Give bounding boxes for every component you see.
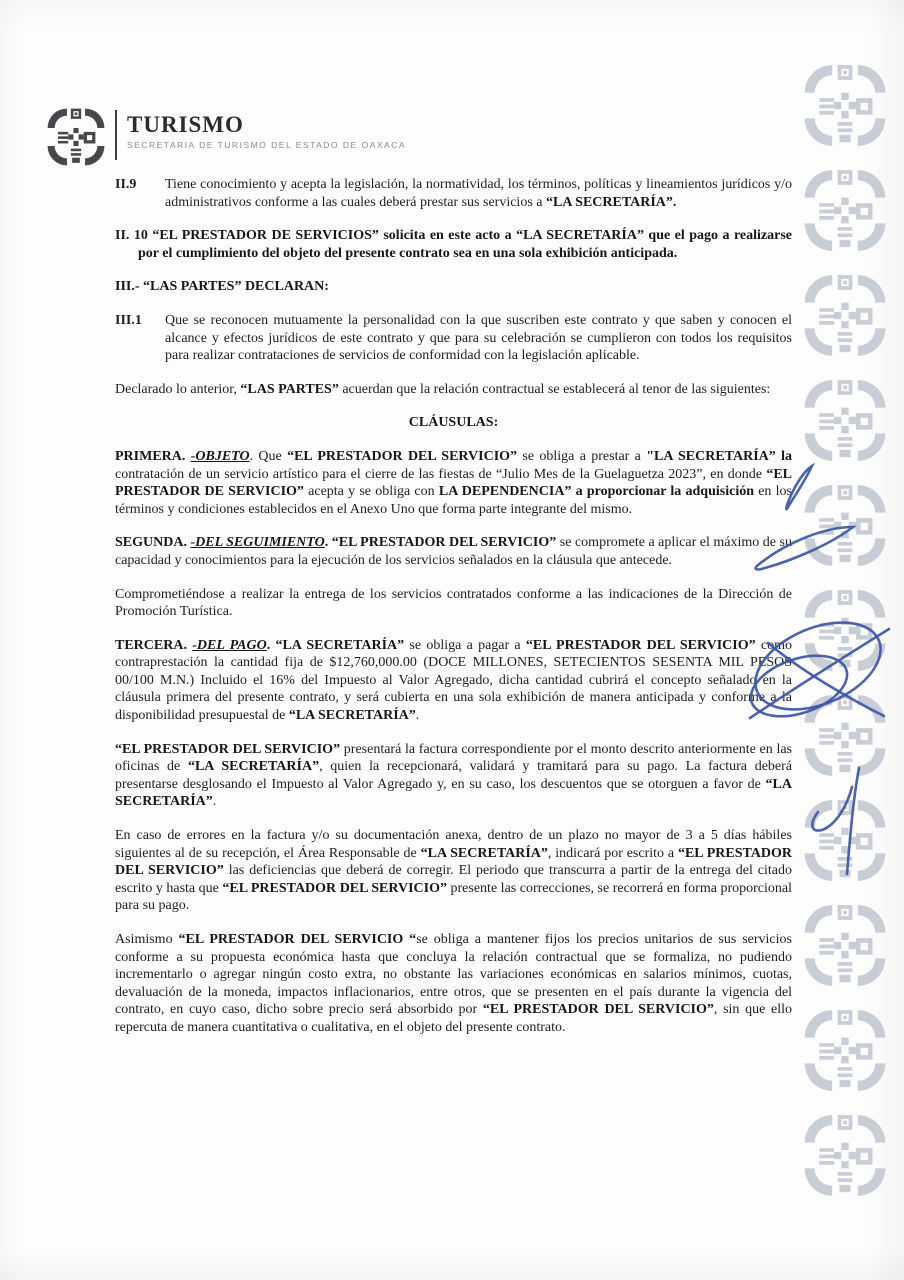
oaxaca-tourism-logo-icon [45, 106, 107, 168]
clausulas-title: CLÁUSULAS: [408, 415, 499, 431]
clause-text: Tiene conocimiento y acepta la legislación, la normatividad, los términos, políticas y lineamientos jurídicos y/o administrativos conforme a las cuales deberá prestar sus servicios a “LA SECRETARÍA”. [165, 177, 792, 210]
letterhead [45, 106, 406, 168]
paragraph-declarado: Declarado lo anterior, “LAS PARTES” acuerdan que la relación contractual se establecerá al tenor de las siguientes: [115, 381, 771, 397]
paragraph-compromiso-entrega: Comprometiéndose a realizar la entrega de los servicios contratados conforme a las indicaciones de la Dirección de Promoción Turística. [115, 586, 792, 620]
clause-tercera-pago: TERCERA. -DEL PAGO. “LA SECRETARÍA” se obliga a pagar a “EL PRESTADOR DEL SERVICIO” como contraprestación la cantidad fija de $12,760,000.00 (DOCE MILLONES, SETECIENTOS SESENTA MIL PESOS 00/100 M.N.) Incluido el 16% del Impuesto al Valor Agregado, dicha cantidad cubrirá el concepto señalado en la cláusula primera del presente contrato, y será cubierta en una sola exhibición de manera anticipada y conforme a la disponibilidad presupuestal de “LA SECRETARÍA”. [115, 637, 793, 724]
paragraph-precios-fijos: Asimismo “EL PRESTADOR DEL SERVICIO “se obliga a mantener fijos los precios unitarios de sus servicios conforme a su propuesta económica hasta que concluya la relación contractual que se formaliza, no pudiendo incrementarlo o agregar ningún costo extra, no obstante las variaciones económicas en salarios mínimos, cuotas, devaluación de la moneda, impactos inflacionarios, entre otros, que se presenten en el país durante la vigencia del contrato, en cuyo caso, dicho sobre precio será absorbido por “EL PRESTADOR DEL SERVICIO”, sin que ello repercuta de manera cuantitativa o cualitativa, en el objeto del presente contrato. [115, 932, 792, 1035]
oaxaca-glyph-watermark [801, 478, 889, 573]
oaxaca-glyph-watermark [801, 1003, 889, 1098]
oaxaca-glyph-watermark [801, 583, 889, 678]
clause-primera-objeto: PRIMERA. -OBJETO. Que “EL PRESTADOR DEL SERVICIO” se obliga a prestar a "LA SECRETARÍA” la contratación de un servicio artístico para el cierre de las fiestas de “Julio Mes de la Guelaguetza 2023”, en donde “EL PRESTADOR DE SERVICIO” acepta y se obliga con LA DEPENDENCIA” a proporcionar la adquisición en los términos y condiciones establecidos en el Anexo Uno que forma parte integrante del mismo. [115, 448, 792, 517]
paragraph-factura: “EL PRESTADOR DEL SERVICIO” presentará la factura correspondiente por el monto descrito anteriormente en las oficinas de “LA SECRETARÍA”, quien la recepcionará, validará y tramitará para su pago. La factura deberá presentarse desglosando el Impuesto al Valor Agregado y, en su caso, los descuentos que se otorguen a favor de “LA SECRETARÍA”. [115, 741, 793, 810]
oaxaca-glyph-watermark [801, 688, 889, 783]
declarations-heading: III.- “LAS PARTES” DECLARAN: [115, 279, 329, 295]
letterhead-divider [115, 110, 117, 160]
clause-segunda-seguimiento: SEGUNDA. -DEL SEGUIMIENTO. “EL PRESTADOR DEL SERVICIO” se compromete a aplicar el máximo de su capacidad y conocimientos para la ejecución de los servicios señalados en la cláusula que antecede. [115, 535, 792, 568]
clause-II-9 [115, 176, 792, 211]
oaxaca-glyph-watermark [801, 373, 889, 468]
brand-subtitle: SECRETARIA DE TURISMO DEL ESTADO DE OAXACA [127, 140, 407, 150]
clause-number: II. 10 [115, 228, 148, 244]
oaxaca-glyph-watermark [801, 1108, 889, 1203]
clause-II-10 [115, 227, 792, 262]
oaxaca-glyph-watermark [801, 898, 889, 993]
contract-body [115, 176, 792, 1053]
clause-number: II.9 [115, 177, 137, 192]
paragraph-errores-factura: En caso de errores en la factura y/o su documentación anexa, dentro de un plazo no mayor de 3 a 5 días hábiles siguientes al de su recepción, el Área Responsable de “LA SECRETARÍA”, indicará por escrito a “EL PRESTADOR DEL SERVICIO” las deficiencias que deberá de corregir. El periodo que transcurra a partir de la entrega del citado escrito y hasta que “EL PRESTADOR DEL SERVICIO” presente las correcciones, se recorrerá en forma proporcional para su pago. [115, 828, 793, 914]
oaxaca-glyph-watermark [801, 268, 889, 363]
ink-initial-mark [812, 768, 859, 874]
oaxaca-glyph-watermark [801, 58, 889, 153]
clause-text: “EL PRESTADOR DE SERVICIOS” solicita en este acto a “LA SECRETARÍA” que el pago a realizarse por el cumplimiento del objeto del presente contrato sea en una sola exhibición anticipada. [138, 228, 792, 261]
brand-title: TURISMO [127, 112, 244, 137]
clause-III-1 [115, 312, 792, 365]
oaxaca-glyph-watermark [801, 163, 889, 258]
oaxaca-glyph-watermark [801, 793, 889, 888]
clause-text: Que se reconocen mutuamente la personalidad con la que suscriben este contrato y que saben y conocen el alcance y efectos jurídicos de este contrato y que para su celebración se cumplieron con todos los requisitos para realizar contrataciones de servicios de conformidad con la legislación aplicable. [165, 312, 792, 364]
clause-number: III.1 [115, 312, 142, 328]
